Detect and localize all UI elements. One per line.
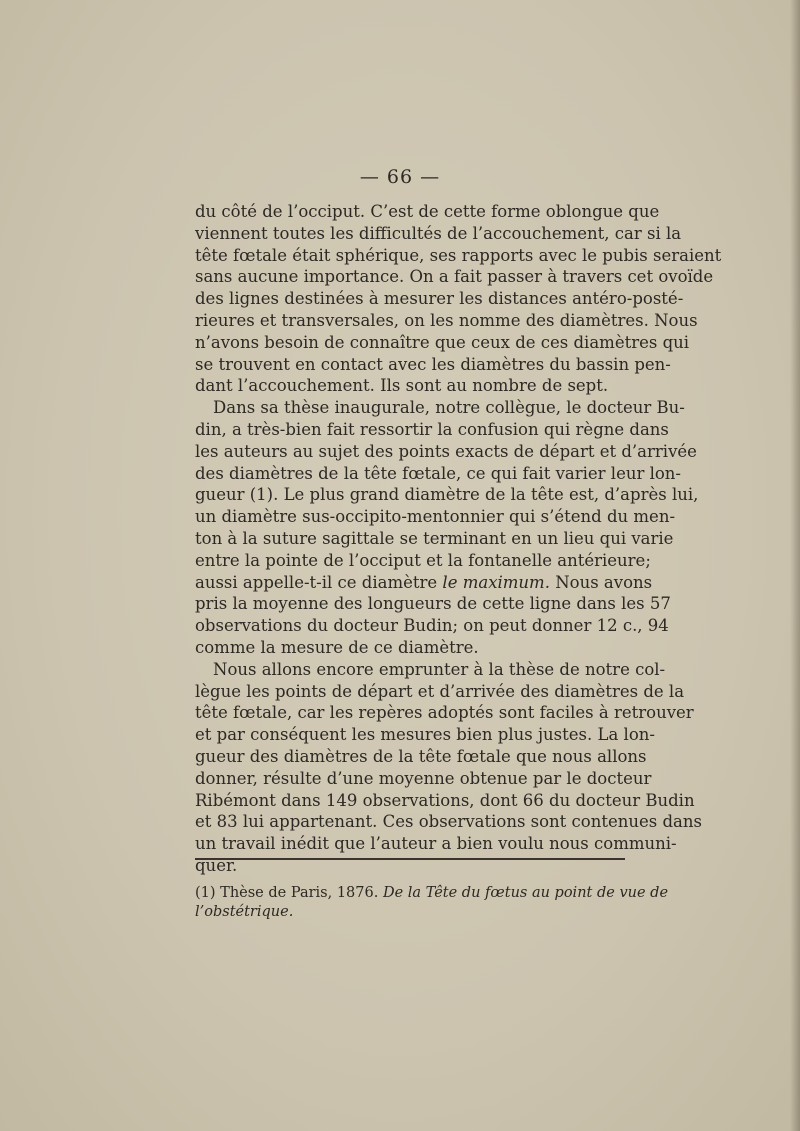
footnote — [195, 884, 669, 922]
text-line: din, a très-bien fait ressortir la confusion qui règne dans — [195, 419, 669, 439]
text-line: se trouvent en contact avec les diamètres du bassin pen- — [195, 354, 671, 374]
text-line: Dans sa thèse inaugurale, notre collègue, le docteur Bu- — [213, 398, 685, 418]
text-line: tête fœtale, car les repères adoptés sont faciles à retrouver — [195, 703, 694, 723]
text-line: un travail inédit que l’auteur a bien voulu nous communi- — [195, 834, 677, 854]
text-line: comme la mesure de ce diamètre. — [195, 637, 479, 657]
text-line: viennent toutes les difficultés de l’accouchement, car si la — [195, 223, 682, 243]
paragraph-1 — [195, 201, 722, 397]
text-line: un diamètre sus-occipito-mentonnier qui s’étend du men- — [195, 507, 676, 527]
paragraph-3 — [195, 659, 702, 877]
text-line: lègue les points de départ et d’arrivée des diamètres de la — [195, 681, 685, 701]
text-line: et 83 lui appartenant. Ces observations sont contenues dans — [195, 812, 702, 832]
text-line: du côté de l’occiput. C’est de cette forme oblongue que — [195, 202, 660, 221]
text-line: tête fœtale était sphérique, ses rapports avec le pubis seraient — [195, 245, 722, 265]
text-line: sans aucune importance. On a fait passer à travers cet ovoïde — [195, 267, 714, 287]
text-line-with-italic — [195, 572, 653, 594]
text-line: dant l’accouchement. Ils sont au nombre de sept. — [195, 376, 609, 396]
text-line: entre la pointe de l’occiput et la fontanelle antérieure; — [195, 550, 651, 570]
text-segment: Nous avons — [549, 572, 653, 592]
text-line: Ribémont dans 149 observations, dont 66 du docteur Budin — [195, 790, 695, 810]
text-line: et par conséquent les mesures bien plus justes. La lon- — [195, 725, 655, 745]
text-line: pris la moyenne des longueurs de cette ligne dans les 57 — [195, 594, 671, 614]
text-line: ton à la suture sagittale se terminant en un lieu qui varie — [195, 528, 674, 548]
text-line: des diamètres de la tête fœtale, ce qui fait varier leur lon- — [195, 463, 682, 483]
footnote-reference: (1) Thèse de Paris, 1876. — [195, 885, 383, 901]
italic-term: le maximum. — [442, 572, 550, 592]
text-line: Nous allons encore emprunter à la thèse de notre col- — [213, 659, 666, 679]
text-line: rieures et transversales, on les nomme des diamètres. Nous — [195, 310, 698, 330]
footnote-title-continued: l’obstétrique. — [195, 904, 294, 920]
text-line: donner, résulte d’une moyenne obtenue par le docteur — [195, 768, 652, 788]
footnote-line — [195, 903, 627, 922]
paragraph-2 — [195, 397, 699, 659]
body-text — [195, 201, 722, 877]
page-number: — 66 — — [359, 166, 441, 188]
text-line: observations du docteur Budin; on peut donner 12 c., 94 — [195, 616, 669, 636]
text-line: les auteurs au sujet des points exacts de départ et d’arrivée — [195, 441, 697, 461]
text-line: gueur des diamètres de la tête fœtale que nous allons — [195, 746, 647, 766]
footnote-divider — [195, 858, 625, 860]
footnote-line — [195, 884, 669, 903]
text-line: n’avons besoin de connaître que ceux de ces diamètres qui — [195, 332, 690, 352]
text-segment: aussi appelle-t-il ce diamètre — [195, 572, 443, 592]
text-line: des lignes destinées à mesurer les distances antéro-posté- — [195, 289, 684, 309]
footnote-title: De la Tête du fœtus au point de vue de — [382, 885, 669, 901]
text-line: quer. — [195, 855, 238, 875]
text-line: gueur (1). Le plus grand diamètre de la tête est, d’après lui, — [195, 485, 699, 505]
